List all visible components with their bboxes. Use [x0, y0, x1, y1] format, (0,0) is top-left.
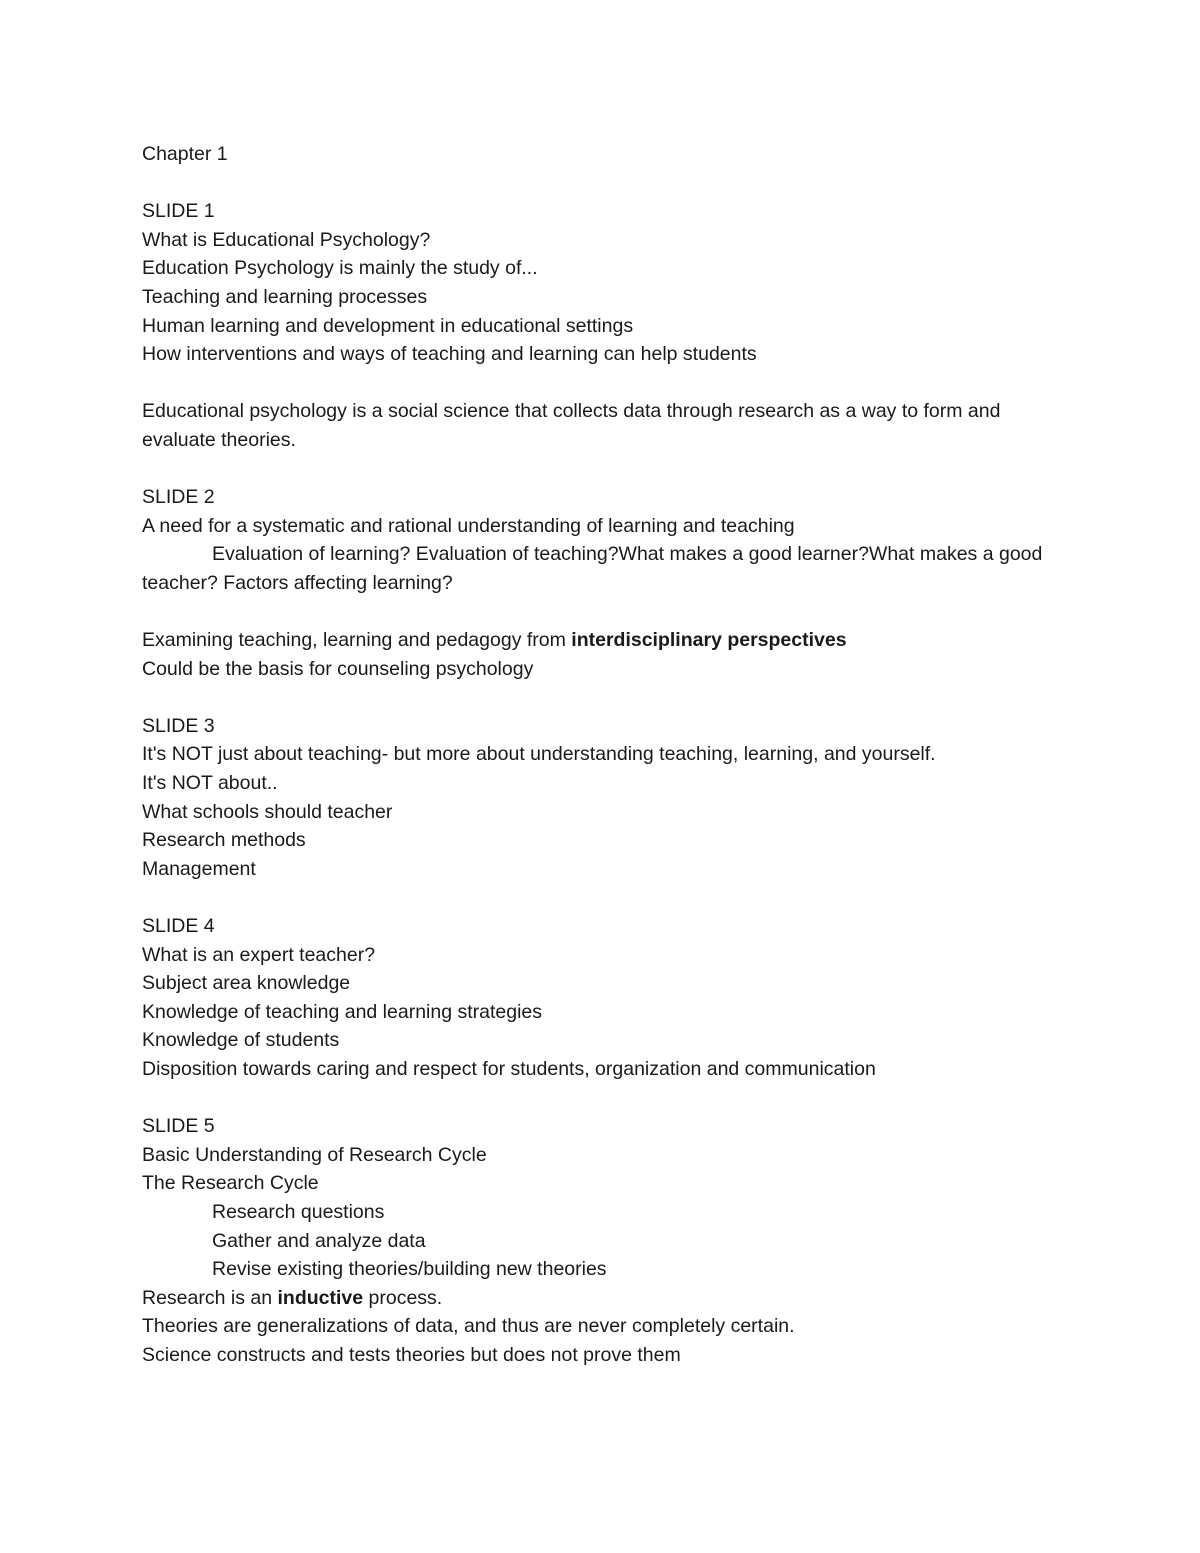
slide-5-line: Science constructs and tests theories but does not prove them	[142, 1343, 681, 1366]
slide-1-paragraph: Educational psychology is a social science that collects data through research as a way to form and evaluate theories.	[142, 400, 1006, 451]
slide-4-line: Subject area knowledge	[142, 972, 351, 995]
spacer	[142, 883, 1072, 912]
slide-5-line: Theories are generalizations of data, and thus are never completely certain.	[142, 1315, 795, 1338]
slide-5-section	[142, 1112, 1072, 1369]
slide-1-heading: SLIDE 1	[142, 200, 215, 223]
slide-4-line: What is an expert teacher?	[142, 943, 376, 966]
slide-4-line: Knowledge of students	[142, 1029, 340, 1052]
spacer	[142, 169, 1072, 198]
slide-5-line: The Research Cycle	[142, 1172, 319, 1195]
slide-1-line: How interventions and ways of teaching and learning can help students	[142, 343, 757, 366]
slide-2-indented-questions: Evaluation of learning? Evaluation of teaching?What makes a good learner?What makes a good teacher? Factors affecting learning?	[142, 543, 1048, 594]
slide-5-line: Basic Understanding of Research Cycle	[142, 1143, 487, 1166]
slide-2-section	[142, 483, 1072, 683]
slide-3-line: What schools should teacher	[142, 800, 393, 823]
slide-3-line: Management	[142, 857, 256, 880]
slide-1-line: Education Psychology is mainly the study of...	[142, 257, 538, 280]
spacer	[142, 455, 1072, 484]
spacer	[142, 369, 1072, 398]
slide-4-heading: SLIDE 4	[142, 915, 215, 938]
slide-1-section	[142, 197, 1072, 454]
slide-1-line: Teaching and learning processes	[142, 285, 428, 308]
spacer	[142, 683, 1072, 712]
slide-3-line: Research methods	[142, 829, 306, 852]
chapter-title: Chapter 1	[142, 143, 228, 165]
slide-3-heading: SLIDE 3	[142, 714, 215, 737]
slide-2-heading: SLIDE 2	[142, 486, 215, 509]
slide-2-line: Could be the basis for counseling psychology	[142, 657, 534, 680]
research-cycle-step: Gather and analyze data	[212, 1229, 426, 1252]
slide-3-section	[142, 712, 1072, 884]
inductive-prefix: Research is an	[142, 1286, 278, 1309]
spacer	[142, 1084, 1072, 1113]
document-page	[142, 140, 1072, 1370]
inductive-bold: inductive	[277, 1286, 364, 1309]
slide-1-line: What is Educational Psychology?	[142, 228, 431, 251]
interdisciplinary-bold: interdisciplinary perspectives	[571, 629, 847, 652]
slide-3-line: It's NOT just about teaching- but more about understanding teaching, learning, and yourself.	[142, 743, 936, 766]
slide-2-examining-line	[142, 626, 1072, 655]
slide-3-line: It's NOT about..	[142, 772, 278, 795]
slide-4-line: Knowledge of teaching and learning strategies	[142, 1000, 543, 1023]
research-cycle-step: Revise existing theories/building new theories	[212, 1258, 607, 1281]
examining-prefix: Examining teaching, learning and pedagogy from	[142, 629, 572, 652]
inductive-suffix: process.	[363, 1286, 443, 1309]
spacer	[142, 598, 1072, 627]
slide-2-line: A need for a systematic and rational understanding of learning and teaching	[142, 514, 795, 537]
slide-1-line: Human learning and development in educational settings	[142, 314, 634, 337]
slide-4-section	[142, 912, 1072, 1084]
research-cycle-step: Research questions	[212, 1200, 385, 1223]
slide-5-heading: SLIDE 5	[142, 1115, 215, 1138]
slide-5-inductive-line	[142, 1284, 1072, 1313]
slide-4-line: Disposition towards caring and respect for students, organization and communication	[142, 1058, 876, 1080]
